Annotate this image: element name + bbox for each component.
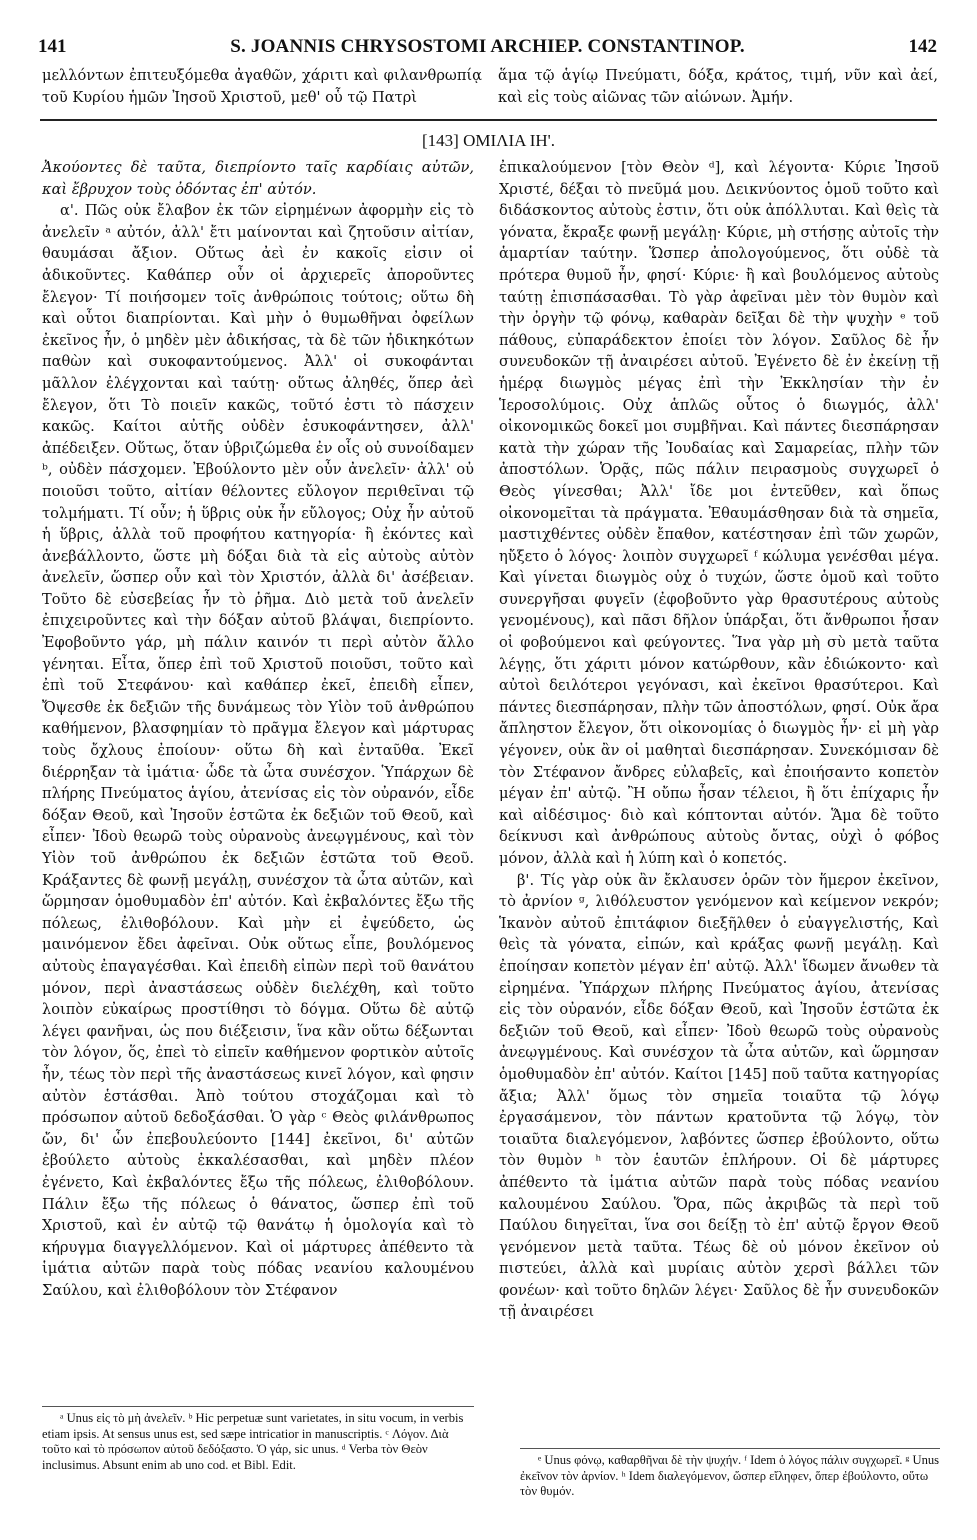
page-number-right: 142 xyxy=(908,36,937,57)
right-column xyxy=(499,157,939,1323)
running-title: S. JOANNIS CHRYSOSTOMI ARCHIEP. CONSTANTINOP. xyxy=(230,36,745,57)
top-text-right xyxy=(498,65,938,108)
homily-title: [143] ΟΜΙΛΙΑ ΙΗ'. xyxy=(422,131,555,150)
running-header xyxy=(38,36,937,60)
section-divider xyxy=(40,119,937,121)
left-column-body: α'. Πῶς οὐκ ἔλαβον ἐκ τῶν εἰρημένων ἀφορμὴν εἰς τὸ ἀνελεῖν ᵃ αὐτόν, ἀλλ' ἔτι μαίνονται καὶ ζητοῦσιν αἰτίαν, θαυμάσαι ἄξιον. Οὕτως ἀεὶ ἐν κακοῖς εἰσιν οἱ ἀδικοῦντες. Καθάπερ οὖν οἱ ἀρχιερεῖς ἀποροῦντες ἔλεγον· Τί ποιήσομεν τοῖς ἀνθρώποις τούτοις; οὕτω δὴ καὶ οὗτοι διαπρίονται. Καὶ μὴν ὁ θυμωθῆναι ὀφείλων ἐκεῖνος ἦν, ὁ μηδὲν μὲν ἀδικήσας, τὰ δὲ τῶν ἠδικηκότων παθὼν καὶ συκοφαντούμενος. Ἀλλ' οἱ συκοφάνται μᾶλλον ἐλέγχονται καὶ ταύτῃ· οὕτως ἀληθές, ὅπερ ἀεὶ ἔλεγον, ὅτι Τὸ ποιεῖν κακῶς, τοῦτό ἐστι τὸ πάσχειν κακῶς. Καίτοι αὐτῆς οὐδὲν ἐσυκοφάντησεν, ἀλλ' ἀπέδειξεν. Οὕτως, ὅταν ὑβριζώμεθα ἐν οἷς οὐ συνοίδαμεν ᵇ, οὐδὲν πάσχομεν. Ἐβούλοντο μὲν οὖν ἀνελεῖν· ἀλλ' οὐ ποιοῦσι τοῦτο, αἰτίαν θέλοντες εὔλογον περιθεῖναι τῷ τολμήματι. Τί οὖν; ἡ ὕβρις οὐκ ἦν εὔλογος; Οὐχ ἦν αὐτοῦ ἡ ὕβρις, ἀλλὰ τοῦ προφήτου κατηγορία· ἢ ἐκόντες καὶ ἀνεβάλλοντο, ὥστε μὴ δόξαι διὰ τὰ εἰς αὐτοὺς αὐτὸν ἀνελεῖν, ὥσπερ οὖν καὶ τὸν Χριστόν, ἀλλὰ δι' ἀσέβειαν. Τοῦτο δὲ εὐσεβείας ἦν τὸ ῥῆμα. Διὸ μετὰ τοῦ ἀνελεῖν ἐπιχειροῦντες καὶ τὴν δόξαν αὐτοῦ βλάψαι, διεπρίοντο. Ἐφοβοῦντο γάρ, μὴ πάλιν καινόν τι περὶ αὐτὸν ἄλλο γένηται. Εἶτα, ὅπερ ἐπὶ τοῦ Χριστοῦ ποιοῦσι, τοῦτο καὶ ἐπὶ τοῦ Στεφάνου· καὶ καθάπερ ἐκεῖ, ἐπειδὴ εἶπεν, Ὄψεσθε ἐκ δεξιῶν τῆς δυνάμεως τὸν Υἱὸν τοῦ ἀνθρώπου καθήμενον, βλασφημίαν τὸ πρᾶγμα ἔλεγον καὶ μάρτυρας τοὺς ὄχλους ἐποίουν· οὕτω δὴ καὶ ἐνταῦθα. Ἐκεῖ διέρρηξαν τὰ ἱμάτια· ὧδε τὰ ὦτα συνέσχον. Ὑπάρχων δὲ πλήρης Πνεύματος ἁγίου, ἀτενίσας εἰς τὸν οὐρανόν, εἶδε δόξαν Θεοῦ, καὶ Ἰησοῦν ἑστῶτα ἐκ δεξιῶν τοῦ Θεοῦ, καὶ εἶπεν· Ἰδοὺ θεωρῶ τοὺς οὐρανοὺς ἀνεῳγμένους, καὶ τὸν Υἱὸν τοῦ ἀνθρώπου ἐκ δεξιῶν ἑστῶτα τοῦ Θεοῦ. Κράξαντες δὲ φωνῇ μεγάλῃ, συνέσχον τὰ ὦτα αὐτῶν, καὶ ὥρμησαν ὁμοθυμαδὸν ἐπ' αὐτόν. Καὶ ἐκβαλόντες ἔξω τῆς πόλεως, ἐλιθοβόλουν. Καὶ μὴν εἰ ἐψεύδετο, ὡς μαινόμενον ἔδει ἀφεῖναι. Οὐκ οὕτως εἶπε, βουλόμενος αὐτοὺς ἐπαγαγέσθαι. Καὶ ἐπειδὴ εἰπὼν περὶ τοῦ θανάτου μόνον, περὶ ἀναστάσεως οὐδὲν διελέχθη, καὶ τοῦτο λοιπὸν εὐκαίρως προστίθησι τὸ δόγμα. Οὕτω δὲ αὐτῷ λέγει φανῆναι, ὡς που διέξεισιν, ἵνα κἂν οὕτω δέξωνται τὸν λόγον, ὅς, ἐπεὶ τὸ εἰπεῖν καθήμενον φορτικὸν αὐτοῖς ἦν, τέως τὸν περὶ τῆς ἀναστάσεως κινεῖ λόγον, καὶ φησιν αὐτὸν ἑστάσθαι. Ἀπὸ τούτου στοχάζομαι καὶ τὸ πρόσωπον αὐτοῦ δεδοξάσθαι. Ὁ γὰρ ᶜ Θεὸς φιλάνθρωπος ὤν, δι' ὧν ἐπεβουλεύοντο [144] ἐκεῖνοι, δι' αὐτῶν ἐβούλετο αὐτοὺς ἐκκαλέσασθαι, καὶ μηδὲν πλέον ἐγένετο, Καὶ ἐκβαλόντες ἔξω τῆς πόλεως, ἐλιθοβόλουν. Πάλιν ἔξω τῆς πόλεως ὁ θάνατος, ὥσπερ ἐπὶ τοῦ Χριστοῦ, καὶ ἐν αὐτῷ τῷ θανάτῳ ἡ ὁμολογία καὶ τὸ κήρυγμα διαγγελλόμενον. Καὶ οἱ μάρτυρες ἀπέθεντο τὰ ἱμάτια αὐτῶν παρὰ τοὺς πόδας νεανίου καλουμένου Σαύλου, καὶ ἐλιθοβόλουν τὸν Στέφανον xyxy=(42,202,474,1299)
footnotes-right xyxy=(520,1448,940,1500)
top-paragraph-right: ἅμα τῷ ἁγίῳ Πνεύματι, δόξα, κράτος, τιμή, νῦν καὶ ἀεί, καὶ εἰς τοὺς αἰῶνας τῶν αἰώνων. Ἀμήν. xyxy=(498,67,938,106)
page-number-left: 141 xyxy=(38,36,67,57)
left-column xyxy=(42,157,474,1301)
footnote-text-left: ᵃ Unus εἰς τὸ μὴ ἀνελεῖν. ᵇ Hic perpetuæ sunt varietates, in situ vocum, in verbis etiam ipsis. At sensus unus est, sed sæpe intricatior in manuscriptis. ᶜ Λόγον. Διὰ τοῦτο καὶ τὸ πρόσωπον αὐτοῦ δεδόξαστο. Ὁ γάρ, sic unus. ᵈ Verba τὸν Θεὸν inclusimus. Absunt enim ab uno cod. et Bibl. Edit. xyxy=(42,1411,464,1472)
footnote-text-right: ᵉ Unus φόνῳ, καθαρθῆναι δὲ τὴν ψυχήν. ᶠ Idem ὁ λόγος πάλιν συγχωρεῖ. ᵍ Unus ἐκεῖνον τὸν ἀρνίον. ʰ Idem διαλεγόμενον, ὥσπερ εἴληφεν, ὅπερ ἐβούλοντο, οὕτω τὸν θυμόν. xyxy=(520,1453,940,1498)
scripture-lemma: Ἀκούοντες δὲ ταῦτα, διεπρίοντο ταῖς καρδίαις αὐτῶν, καὶ ἔβρυχον τοὺς ὀδόντας ἐπ' αὐτόν. xyxy=(42,159,474,198)
right-column-body-2: β'. Τίς γὰρ οὐκ ἂν ἔκλαυσεν ὁρῶν τὸν ἥμερον ἐκεῖνον, τὸ ἀρνίον ᵍ, λιθόλευστον γενόμενον καὶ κείμενον νεκρόν; Ἱκανὸν αὐτοῦ ἐπιτάφιον διεξῆλθεν ὁ εὐαγγελιστής, Καὶ θεὶς τὰ γόνατα, εἰπών, καὶ κράξας φωνῇ μεγάλῃ. Καὶ ἐποίησαν κοπετὸν μέγαν ἐπ' αὐτῷ. Ἀλλ' ἴδωμεν ἄνωθεν τὰ εἰρημένα. Ὑπάρχων πλήρης Πνεύματος ἁγίου, ἀτενίσας εἰς τὸν οὐρανόν, εἶδε δόξαν Θεοῦ, καὶ Ἰησοῦν ἑστῶτα ἐκ δεξιῶν τοῦ Θεοῦ, καὶ εἶπεν· Ἰδοὺ θεωρῶ τοὺς οὐρανοὺς ἀνεῳγμένους. Καὶ συνέσχον τὰ ὦτα αὐτῶν, καὶ ὥρμησαν ὁμοθυμαδὸν ἐπ' αὐτόν. Καίτοι [145] ποῦ ταῦτα κατηγορίας ἄξια; Ἀλλ' ὅμως τὸν σημεῖα τοιαῦτα τῷ λόγῳ ἐργασάμενον, τὸν πάντων κρατοῦντα τῷ λόγῳ, τὸν τοιαῦτα διαλεγόμενον, λαβόντες ὥσπερ ἐβούλοντο, οὕτω τὸν θυμὸν ʰ τὸν ἑαυτῶν ἐπλήρουν. Οἱ δὲ μάρτυρες ἀπέθεντο τὰ ἱμάτια αὐτῶν παρὰ τοὺς πόδας νεανίου καλουμένου Σαύλου. Ὅρα, πῶς ἀκριβῶς τὰ περὶ τοῦ Παύλου διηγεῖται, ἵνα σοι δείξῃ τὸ ἐπ' αὐτῷ ἔργον Θεοῦ γενόμενον μετὰ ταῦτα. Τέως δὲ οὐ μόνον ἐκεῖνον οὐ πιστεύει, ἀλλὰ καὶ μυρίαις αὐτὸν χερσὶ βάλλει τῶν φονέων· καὶ τοῦτο δηλῶν λέγει· Σαῦλος δὲ ἦν συνευδοκῶν τῇ ἀναιρέσει xyxy=(499,871,939,1321)
top-paragraph-left: μελλόντων ἐπιτευξόμεθα ἀγαθῶν, χάριτι καὶ φιλανθρωπίᾳ τοῦ Κυρίου ἡμῶν Ἰησοῦ Χριστοῦ, μεθ' οὗ τῷ Πατρὶ xyxy=(42,67,482,106)
top-text-left xyxy=(42,65,482,108)
right-column-body-1: ἐπικαλούμενον [τὸν Θεὸν ᵈ], καὶ λέγοντα· Κύριε Ἰησοῦ Χριστέ, δέξαι τὸ πνεῦμά μου. Δεικνύοντος ὁμοῦ τοῦτο καὶ διδάσκοντος αὐτοὺς ἐστιν, ὅτι οὐκ ἀπόλλυται. Καὶ θεὶς τὰ γόνατα, ἔκραξε φωνῇ μεγάλῃ· Κύριε, μὴ στήσῃς αὐτοῖς τὴν ἁμαρτίαν ταύτην. Ὥσπερ ἀπολογούμενος, ὅτι οὐδὲ τὰ πρότερα θυμοῦ ἦν, φησί· Κύριε· ἢ καὶ βουλόμενος αὐτοὺς ταύτῃ ἐπισπάσασθαι. Τὸ γὰρ ἀφεῖναι μὲν τὸν θυμὸν καὶ τὴν ὀργὴν τῷ φόνῳ, καθαρὰν δεῖξαι δὲ τὴν ψυχὴν ᵉ τοῦ πάθους, εὐπαράδεκτον ἐποίει τὸν λόγον. Σαῦλος δὲ ἦν συνευδοκῶν τῇ ἀναιρέσει αὐτοῦ. Ἐγένετο δὲ ἐν ἐκείνῃ τῇ ἡμέρᾳ διωγμὸς μέγας ἐπὶ τὴν Ἐκκλησίαν τὴν ἐν Ἱεροσολύμοις. Οὐχ ἁπλῶς οὗτος ὁ διωγμός, ἀλλ' οἰκονομικῶς δοκεῖ μοι συμβῆναι. Καὶ πάντες διεσπάρησαν κατὰ τὴν χώραν τῆς Ἰουδαίας καὶ Σαμαρείας, πλὴν τῶν ἀποστόλων. Ὁρᾷς, πῶς πάλιν πειρασμοὺς συγχωρεῖ ὁ Θεὸς γίνεσθαι; Ἀλλ' ἴδε μοι ἐντεῦθεν, καὶ ὅπως οἰκονομεῖται τὰ πράγματα. Ἐθαυμάσθησαν διὰ τὰ σημεῖα, μαστιχθέντες οὐδὲν ἔπαθον, κατέστησαν ἐπὶ τῶν χωρῶν, ηὔξετο ὁ λόγος· λοιπὸν συγχωρεῖ ᶠ κώλυμα γενέσθαι μέγα. Καὶ γίνεται διωγμὸς οὐχ ὁ τυχών, ὥστε ὁμοῦ καὶ τοῦτο συνεργῆσαι φυγεῖν (ἐφοβοῦντο γὰρ θρασυτέρους αὐτοὺς γενομένους), καὶ πᾶσι δῆλον ὑπάρξαι, ὅτι ἄνθρωποι ἦσαν οἱ φοβούμενοι καὶ φεύγοντες. Ἵνα γὰρ μὴ σὺ μετὰ ταῦτα λέγῃς, ὅτι χάριτι μόνον κατώρθουν, κἂν ἐδιώκοντο· καὶ αὐτοὶ δειλότεροι γεγόνασι, καὶ ἐκεῖνοι θρασύτεροι. Καὶ πάντες διεσπάρησαν, πλὴν τῶν ἀποστόλων, φησί. Οὐκ ἄρα ἄπληστον ἔλεγον, ὅτι οἰκονομίας ὁ διωγμὸς ἦν· εἰ μὴ γὰρ γέγονεν, οὐκ ἂν οἱ μαθηταὶ διεσπάρησαν. Συνεκόμισαν δὲ τὸν Στέφανον ἄνδρες εὐλαβεῖς, καὶ ἐποιήσαντο κοπετὸν μέγαν ἐπ' αὐτῷ. Ἢ οὔπω ἦσαν τέλειοι, ἢ ὅτι ἐπίχαρις ἦν καὶ αἰδέσιμος· διὸ καὶ κόπτονται αὐτόν. Ἅμα δὲ τοῦτο δείκνυσι καὶ ἀνθρώπους αὐτοὺς ὄντας, οὐχὶ ὁ φόβος μόνον, ἀλλὰ καὶ ἡ λύπη καὶ ὁ κοπετός. xyxy=(499,159,939,867)
footnotes-left xyxy=(42,1406,474,1473)
